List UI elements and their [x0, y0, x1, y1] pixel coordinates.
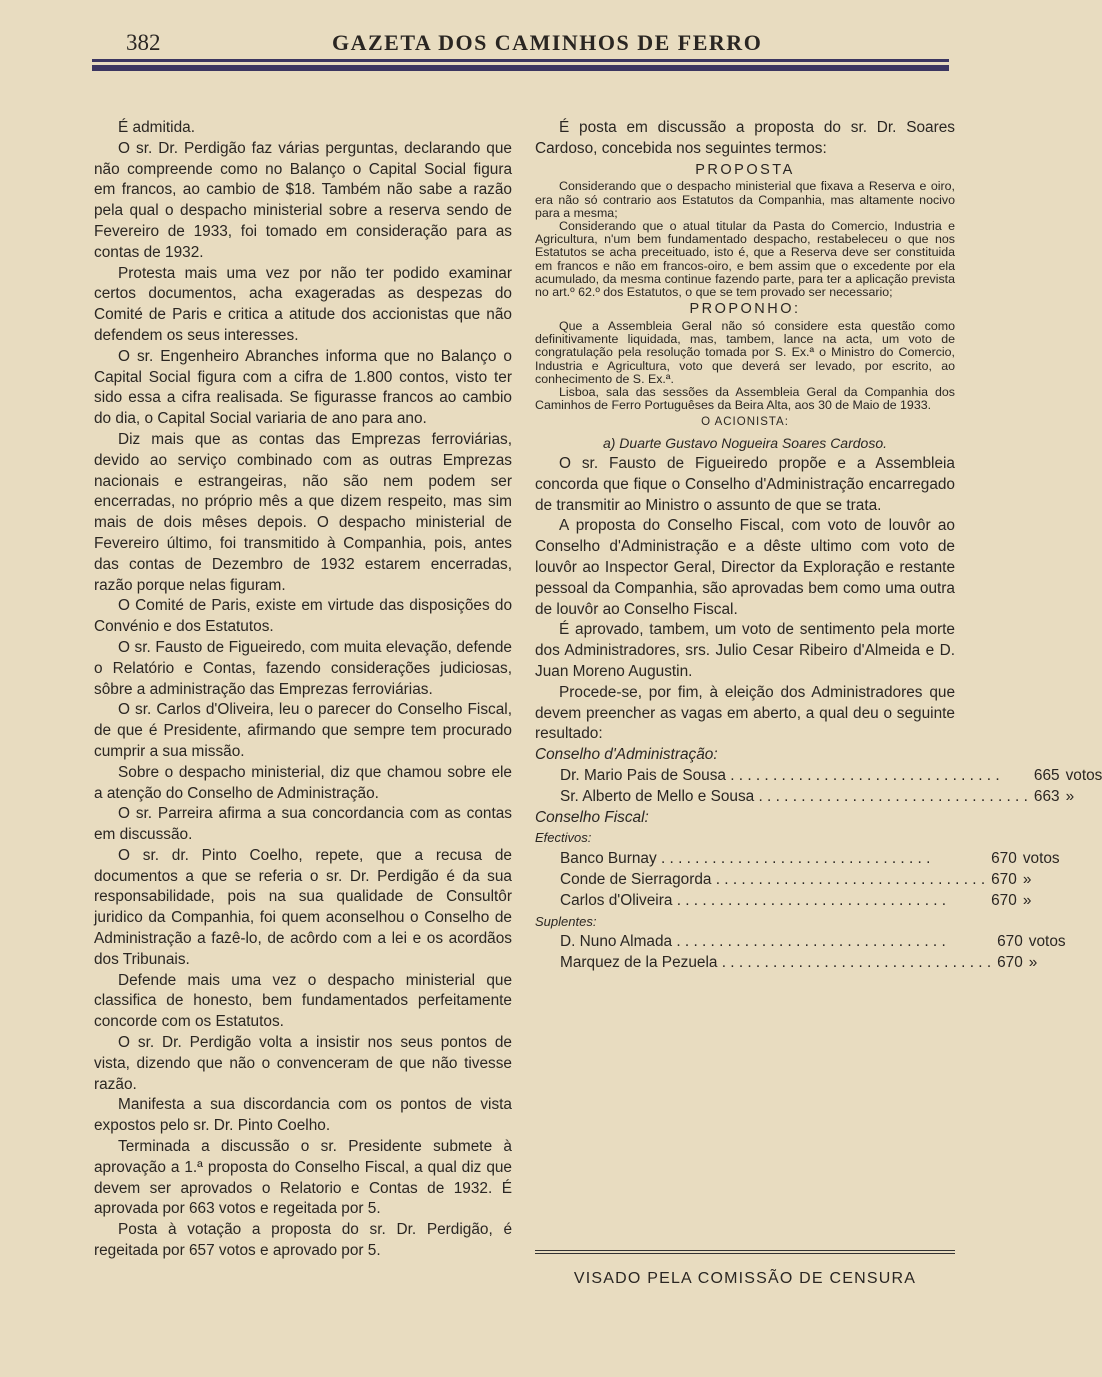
paragraph: Posta à votação a proposta do sr. Dr. Perdigão, é regeitada por 657 votos e aprovado por 5. [94, 1221, 512, 1260]
vote-count: 663 [1028, 787, 1060, 808]
vote-row [560, 870, 1060, 891]
vote-count: 670 [985, 849, 1017, 870]
vote-unit: votos [1022, 850, 1060, 868]
paragraph: O sr. Fausto de Figueiredo, com muita elevação, defende o Relatório e Contas, fazendo considerações judiciosas, sôbre a administração das Emprezas ferroviárias. [94, 638, 512, 698]
paragraph: O sr. dr. Pinto Coelho, repete, que a recusa de documentos a que se referia o sr. Dr. Perdigão é da sua responsabilidade, pois na sua qualidade de Consultôr juridico da Companhia, foi quem aconselhou o Conselho de Administração a fazê-lo, de acôrdo com a lei e os acordãos dos Tribunais. [94, 846, 512, 968]
vote-row [560, 766, 1102, 787]
candidate-name: Conde de Sierragorda . . . [560, 870, 985, 891]
fiscal-heading: Conselho Fiscal: [535, 808, 649, 826]
paragraph: A proposta do Conselho Fiscal, com voto de louvôr ao Conselho d'Administração e a dêste ultimo com voto de louvôr ao Inspector Geral, Director da Exploração e restante pessoal da Companhia, são aprovadas bem como uma outra de louvôr ao Conselho Fiscal. [535, 517, 955, 618]
vote-unit: votos [1065, 766, 1102, 784]
proponho-heading: PROPONHO: [689, 301, 801, 318]
paragraph: O Comité de Paris, existe em virtude das disposições do Convénio e dos Estatutos. [94, 597, 512, 636]
right-column [535, 118, 1102, 974]
header-rule-thick [92, 65, 949, 71]
vote-unit: » [1028, 954, 1038, 972]
proposta-heading: PROPOSTA [695, 161, 795, 178]
candidate-name: Carlos d'Oliveira . . . [560, 891, 985, 912]
paragraph: É aprovado, tambem, um voto de sentimento pela morte dos Administradores, srs. Julio Cesar Ribeiro d'Almeida e D. Juan Moreno Augustin. [535, 621, 955, 680]
vote-unit: » [1022, 870, 1032, 888]
vote-count: 670 [985, 891, 1017, 912]
paragraph: Sobre o despacho ministerial, diz que chamou sobre ele a atenção do Conselho de Administração. [94, 763, 512, 802]
vote-unit: votos [1028, 933, 1066, 951]
proponho-body [535, 320, 955, 412]
paragraph: O sr. Parreira afirma a sua concordancia com as contas em discussão. [94, 805, 512, 844]
page-number: 382 [126, 30, 161, 55]
proposal-intro: É posta em discussão a proposta do sr. Dr. Soares Cardoso, concebida nos seguintes termos: [535, 119, 955, 157]
vote-row [560, 953, 1066, 974]
paragraph: O sr. Carlos d'Oliveira, leu o parecer do Conselho Fiscal, de que é Presidente, afirmando que sempre tem procurado cumprir a sua missão. [94, 701, 512, 760]
header-rule-thin [92, 59, 949, 62]
admin-votes-table [560, 766, 1102, 808]
paragraph: O sr. Dr. Perdigão faz várias perguntas, declarando que não compreende como no Balanço o Capital Social figura em francos, ao cambio de $18. Também não sabe a razão pela qual o despacho ministerial sobre a reserva sendo de Fevereiro de 1933, foi tomado em consideração para as contas de 1932. [94, 139, 512, 261]
signer-name: a) Duarte Gustavo Nogueira Soares Cardoso. [602, 435, 888, 452]
vote-row [560, 849, 1060, 870]
paragraph: É admitida. [118, 119, 195, 136]
vote-count: 665 [1028, 766, 1060, 787]
efectivos-votes-table [560, 849, 1060, 911]
footer-rule [535, 1253, 955, 1254]
proposta-paragraph: Considerando que o atual titular da Pasta do Comercio, Industria e Agricultura, n'um bem fundamentado despacho, restabeleceu o que nos Estatutos se acha preceituado, isto é, que a Reserva deve ser constituida em francos e não em francos-oiro, e bem assim que o excedente por ela acumulado, da mesma continue fazendo parte, para ter a aplicação prevista no art.º 62.º dos Estatutos, o que se tem provado ser necessario; [535, 219, 955, 300]
vote-count: 670 [991, 932, 1023, 953]
footer-rule [535, 1250, 955, 1251]
paragraph: Procede-se, por fim, à eleição dos Administradores que devem preencher as vagas em aberto, a qual deu o seguinte resultado: [535, 683, 955, 743]
left-column [94, 118, 512, 1262]
vote-unit: » [1065, 787, 1075, 805]
vote-count: 670 [985, 870, 1017, 891]
candidate-name: Banco Burnay . . . [560, 849, 985, 870]
vote-row [560, 787, 1102, 808]
candidate-name: D. Nuno Almada . . . [560, 932, 991, 953]
suplentes-votes-table [560, 932, 1066, 974]
paragraph: O sr. Dr. Perdigão volta a insistir nos seus pontos de vista, dizendo que não o convenceram de que não tivesse razão. [94, 1034, 512, 1093]
admin-heading: Conselho d'Administração: [535, 746, 718, 764]
suplentes-heading: Suplentes: [535, 913, 597, 929]
vote-unit: » [1022, 891, 1032, 909]
journal-title: GAZETA DOS CAMINHOS DE FERRO [332, 30, 763, 55]
candidate-name: Dr. Mario Pais de Sousa . . . [560, 766, 1028, 787]
vote-count: 670 [991, 953, 1023, 974]
proponho-paragraph: Lisboa, sala das sessões da Assembleia Geral da Companhia dos Caminhos de Ferro Portuguêses da Beira Alta, aos 30 de Maio de 1933. [535, 385, 955, 413]
paragraph: Diz mais que as contas das Emprezas ferroviárias, devido ao serviço combinado com as outras Emprezas nacionais e estrangeiras, não são nem podem ser encerradas, no próprio mês a que dizem respeito, mas sim mais de dois mêses depois. O despacho ministerial de Fevereiro último, foi transmitido à Companhia, pois, antes das contas de Dezembro de 1932 estarem encerradas, razão porque nelas figuram. [94, 430, 512, 594]
vote-row [560, 932, 1066, 953]
paragraph: O sr. Engenheiro Abranches informa que no Balanço o Capital Social figura com a cifra de 1.800 contos, visto ter sido essa a cifra realisada. Se figurasse francos ao cambio do dia, o Capital Social variaria de ano para ano. [94, 347, 512, 428]
paragraph: O sr. Fausto de Figueiredo propõe e a Assembleia concorda que fique o Conselho d'Administração encarregado de transmitir ao Ministro o assunto de que se trata. [535, 455, 955, 514]
candidate-name: Sr. Alberto de Mello e Sousa . . . [560, 787, 1028, 808]
page-header [0, 0, 1000, 80]
censorship-notice: VISADO PELA COMISSÃO DE CENSURA [573, 1270, 917, 1287]
paragraph: Manifesta a sua discordancia com os pontos de vista expostos pelo sr. Dr. Pinto Coelho. [94, 1096, 512, 1135]
paragraph: Terminada a discussão o sr. Presidente submete à aprovação a 1.ª proposta do Conselho Fiscal, a qual diz que devem ser aprovados o Relatorio e Contas de 1932. É aprovada por 663 votos e regeitada por 5. [94, 1138, 512, 1218]
paragraph: Defende mais uma vez o despacho ministerial que classifica de honesto, bem fundamentados perfeitamente concorde com os Estatutos. [94, 971, 512, 1031]
efectivos-heading: Efectivos: [535, 830, 592, 846]
candidate-name: Marquez de la Pezuela . . . [560, 953, 991, 974]
paragraph: Protesta mais uma vez por não ter podido examinar certos documentos, acha exageradas as despezas do Comité de Paris e critica a atitude dos accionistas que não defendem os seus interesses. [94, 264, 512, 344]
proponho-paragraph: Que a Assembleia Geral não só considere esta questão como definitivamente liquidada, mas, tambem, lance na acta, um voto de congratulação pela resolução tomada por S. Ex.ª o Ministro do Comercio, Industria e Agricultura, voto que deverá ser levado, por escrito, ao conhecimento de S. Ex.ª. [535, 319, 955, 386]
vote-row [560, 891, 1060, 912]
signer-label: O ACIONISTA: [701, 416, 789, 429]
proposta-body [535, 180, 955, 299]
proposta-paragraph: Considerando que o despacho ministerial que fixava a Reserva e oiro, era não só contrario aos Estatutos da Companhia, mas altamente nocivo para a mesma; [535, 179, 955, 220]
